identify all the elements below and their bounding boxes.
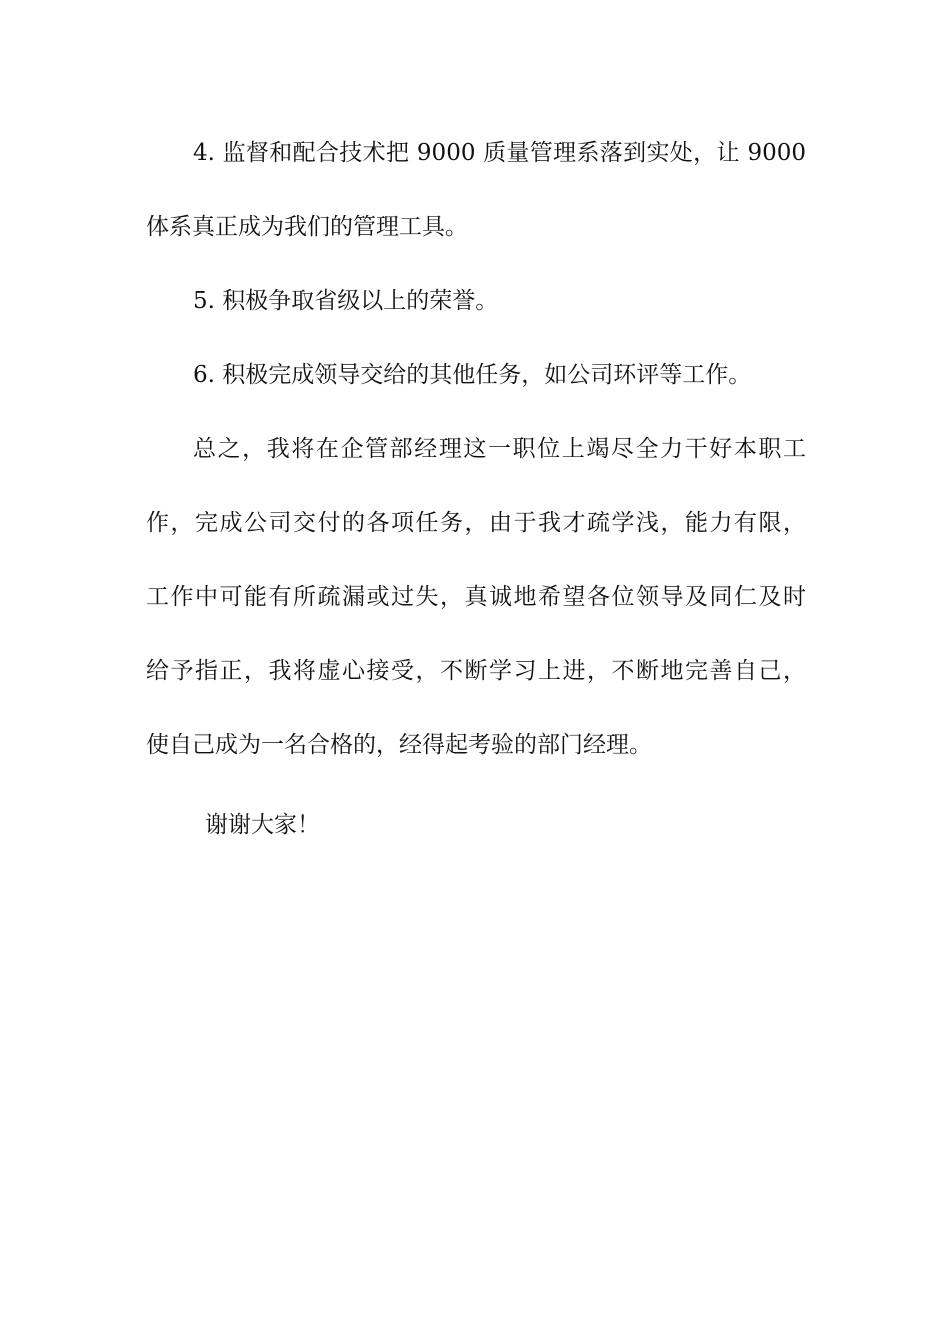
text-line: 给予指正，我将虚心接受，不断学习上进，不断地完善自己，	[146, 658, 806, 684]
text-line: 工作中可能有所疏漏或过失，真诚地希望各位领导及同仁及时	[146, 584, 806, 610]
text-line: 作，完成公司交付的各项任务，由于我才疏学浅，能力有限，	[146, 510, 806, 536]
text-line: 总之，我将在企管部经理这一职位上竭尽全力干好本职工	[193, 436, 806, 462]
paragraph-summary-line-1	[0, 429, 950, 469]
paragraph-summary-line-2	[0, 503, 950, 543]
text-line: 体系真正成为我们的管理工具。	[146, 214, 468, 240]
text-line: 4. 监督和配合技术把 9000 质量管理系落到实处，让 9000	[193, 140, 806, 166]
paragraph-summary-line-5	[0, 725, 950, 765]
paragraph-item-4-line-1	[0, 133, 950, 173]
text-line: 6. 积极完成领导交给的其他任务，如公司环评等工作。	[193, 362, 752, 388]
paragraph-item-6	[0, 355, 950, 395]
paragraph-item-4-line-2	[0, 207, 950, 247]
paragraph-thanks	[0, 805, 950, 845]
text-line: 使自己成为一名合格的，经得起考验的部门经理。	[146, 732, 652, 758]
text-line: 5. 积极争取省级以上的荣誉。	[193, 288, 499, 314]
paragraph-item-5	[0, 281, 950, 321]
paragraph-summary-line-4	[0, 651, 950, 691]
paragraph-summary-line-3	[0, 577, 950, 617]
text-line: 谢谢大家！	[205, 812, 320, 838]
